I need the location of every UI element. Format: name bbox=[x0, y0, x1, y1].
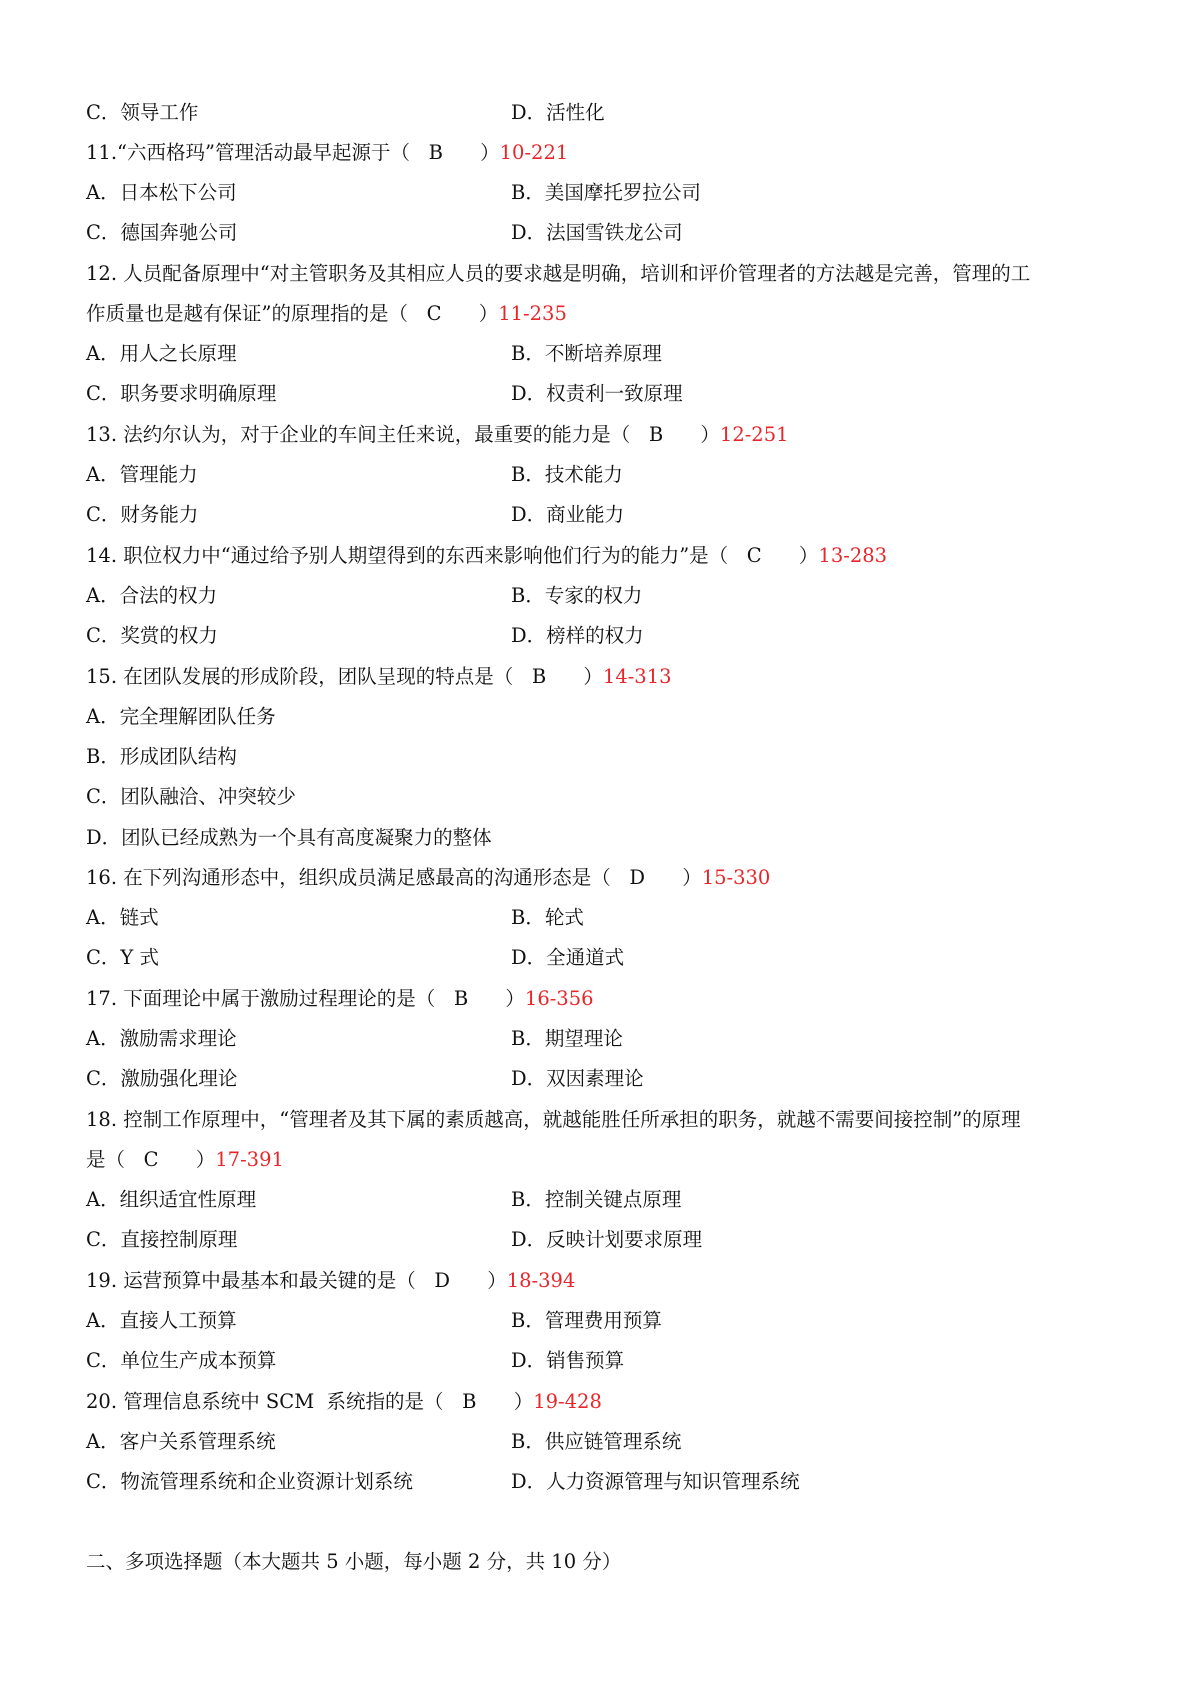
q18-stem-line1: 18. 控制工作原理中，“管理者及其下属的素质越高，就越能胜任所承担的职务，就越不需要间接控制”的原理 bbox=[86, 1108, 1021, 1131]
q16-option-a: A．链式 bbox=[86, 906, 159, 929]
q14-reference: 13-283 bbox=[818, 544, 888, 567]
q16-stem: 16. 在下列沟通形态中，组织成员满足感最高的沟通形态是（ D ）15-330 bbox=[86, 863, 770, 893]
q19-option-b: B．管理费用预算 bbox=[511, 1309, 662, 1332]
q12-stem-line1: 12. 人员配备原理中“对主管职务及其相应人员的要求越是明确，培训和评价管理者的方法越是完善，管理的工 bbox=[86, 262, 1031, 285]
q18-option-d: D．反映计划要求原理 bbox=[511, 1228, 703, 1251]
q18-option-b: B．控制关键点原理 bbox=[511, 1188, 682, 1211]
q15-reference: 14-313 bbox=[602, 665, 672, 688]
q19-reference: 18-394 bbox=[506, 1269, 576, 1292]
q11-answer: B bbox=[428, 141, 443, 164]
q19-option-c: C．单位生产成本预算 bbox=[86, 1349, 277, 1372]
q19-option-d: D．销售预算 bbox=[511, 1349, 625, 1372]
q19-answer: D bbox=[434, 1269, 450, 1292]
q15-option-d: D．团队已经成熟为一个具有高度凝聚力的整体 bbox=[86, 826, 492, 849]
q11-option-c: C．德国奔驰公司 bbox=[86, 221, 238, 244]
q20-option-d: D．人力资源管理与知识管理系统 bbox=[511, 1470, 800, 1493]
q12-stem-line2: 作质量也是越有保证”的原理指的是（ C ）11-235 bbox=[86, 299, 567, 329]
q14-option-c: C．奖赏的权力 bbox=[86, 624, 218, 647]
q13-option-d: D．商业能力 bbox=[511, 503, 625, 526]
q12-answer: C bbox=[426, 302, 442, 325]
q17-reference: 16-356 bbox=[524, 987, 594, 1010]
q20-stem: 20. 管理信息系统中 SCM 系统指的是（ B ）19-428 bbox=[86, 1387, 602, 1417]
q13-answer: B bbox=[648, 423, 664, 446]
q17-option-d: D．双因素理论 bbox=[511, 1067, 644, 1090]
q15-answer: B bbox=[531, 665, 547, 688]
q14-option-b: B．专家的权力 bbox=[511, 584, 643, 607]
q14-option-a: A．合法的权力 bbox=[86, 584, 218, 607]
q14-answer: C bbox=[746, 544, 762, 567]
q12-option-a: A．用人之长原理 bbox=[86, 342, 237, 365]
q12-option-c: C．职务要求明确原理 bbox=[86, 382, 277, 405]
q20-reference: 19-428 bbox=[533, 1390, 602, 1413]
q20-answer: B bbox=[462, 1390, 477, 1413]
q13-stem: 13. 法约尔认为，对于企业的车间主任来说，最重要的能力是（ B ）12-251 bbox=[86, 420, 789, 450]
q14-option-d: D．榜样的权力 bbox=[511, 624, 644, 647]
q13-option-b: B．技术能力 bbox=[511, 463, 623, 486]
q12-reference: 11-235 bbox=[498, 302, 567, 325]
q10-option-c: C．领导工作 bbox=[86, 101, 199, 124]
q12-option-d: D．权责利一致原理 bbox=[511, 382, 683, 405]
q11-option-a: A．日本松下公司 bbox=[86, 181, 237, 204]
q13-option-c: C．财务能力 bbox=[86, 503, 199, 526]
q16-answer: D bbox=[629, 866, 645, 889]
q20-option-a: A．客户关系管理系统 bbox=[86, 1430, 276, 1453]
q15-option-a: A．完全理解团队任务 bbox=[86, 705, 276, 728]
q19-stem: 19. 运营预算中最基本和最关键的是（ D ）18-394 bbox=[86, 1266, 575, 1296]
q13-reference: 12-251 bbox=[719, 423, 789, 446]
q17-option-b: B．期望理论 bbox=[511, 1027, 623, 1050]
q14-stem: 14. 职位权力中“通过给予别人期望得到的东西来影响他们行为的能力”是（ C ）13-283 bbox=[86, 541, 887, 571]
q16-option-b: B．轮式 bbox=[511, 906, 584, 929]
q17-stem: 17. 下面理论中属于激励过程理论的是（ B ）16-356 bbox=[86, 984, 594, 1014]
q11-reference: 10-221 bbox=[499, 141, 569, 164]
q11-option-d: D．法国雪铁龙公司 bbox=[511, 221, 683, 244]
q16-option-d: D．全通道式 bbox=[511, 946, 625, 969]
q19-option-a: A．直接人工预算 bbox=[86, 1309, 237, 1332]
q11-option-b: B．美国摩托罗拉公司 bbox=[511, 181, 701, 204]
q18-answer: C bbox=[143, 1148, 159, 1171]
q17-option-a: A．激励需求理论 bbox=[86, 1027, 237, 1050]
q20-option-b: B．供应链管理系统 bbox=[511, 1430, 682, 1453]
q15-option-c: C．团队融洽、冲突较少 bbox=[86, 785, 296, 808]
q17-answer: B bbox=[453, 987, 469, 1010]
q18-option-c: C．直接控制原理 bbox=[86, 1228, 238, 1251]
q17-option-c: C．激励强化理论 bbox=[86, 1067, 238, 1090]
q10-option-d: D．活性化 bbox=[511, 101, 605, 124]
q20-option-c: C．物流管理系统和企业资源计划系统 bbox=[86, 1470, 413, 1493]
q18-stem-line2: 是（ C ）17-391 bbox=[86, 1145, 284, 1175]
q15-option-b: B．形成团队结构 bbox=[86, 745, 237, 768]
q16-option-c: C．Y 式 bbox=[86, 946, 159, 969]
q16-reference: 15-330 bbox=[701, 866, 771, 889]
q18-reference: 17-391 bbox=[215, 1148, 284, 1171]
section-heading-multiple-choice: 二、多项选择题（本大题共 5 小题，每小题 2 分，共 10 分） bbox=[86, 1550, 622, 1573]
q13-option-a: A．管理能力 bbox=[86, 463, 198, 486]
q12-option-b: B．不断培养原理 bbox=[511, 342, 662, 365]
q18-option-a: A．组织适宜性原理 bbox=[86, 1188, 257, 1211]
q15-stem: 15. 在团队发展的形成阶段，团队呈现的特点是（ B ）14-313 bbox=[86, 662, 672, 692]
q11-stem: 11.“六西格玛”管理活动最早起源于（ B ）10-221 bbox=[86, 138, 568, 168]
